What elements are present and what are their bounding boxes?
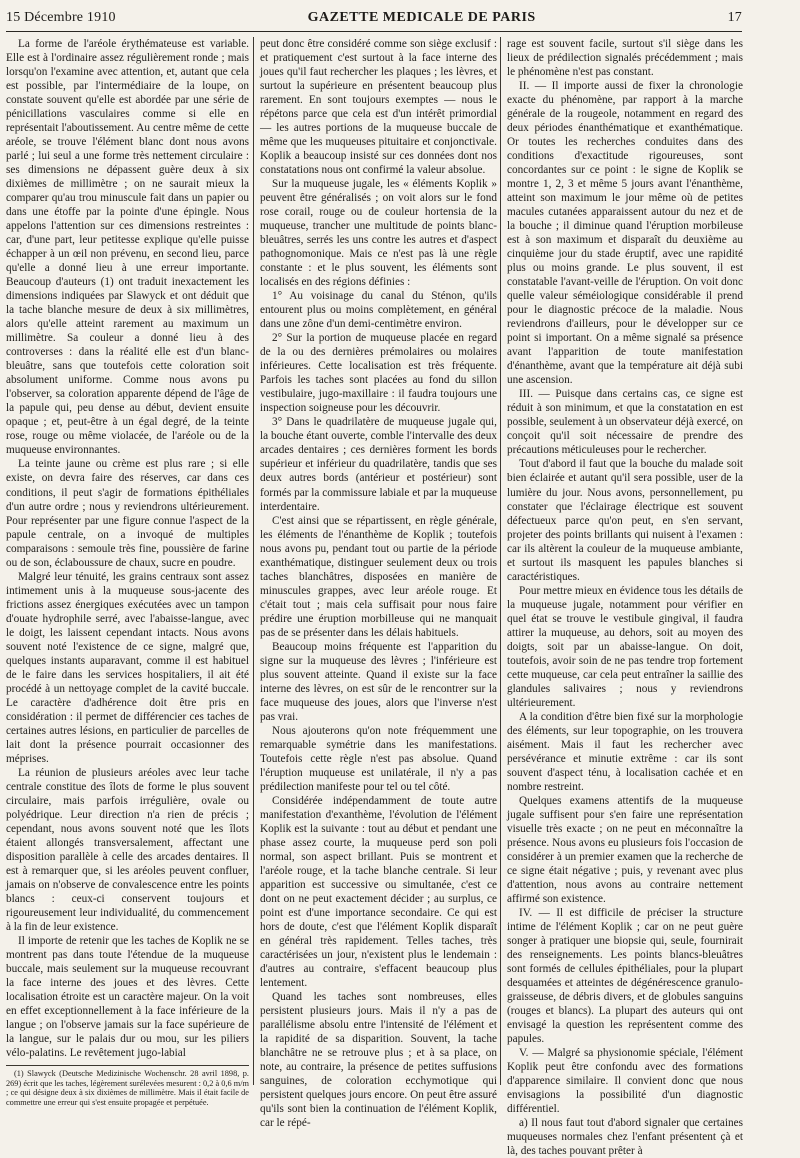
paragraph: Considérée indépendamment de toute autre manifestation d'exanthème, l'évolution de l'élément Koplik est la suivante : tout au début et pendant une phase assez courte, la muqueuse perd son poli normal, son aspect brillant. Puis se montrent et l'aréole rouge, et la tache blanche centrale. Si leur apparition est successive ou simultanée, c'est ce dont on ne peut exactement décider ; au surplus, ce point est d'une importance secondaire. Ce qui est hors de doute, c'est que l'élément Koplik disparaît en général très rapidement. Telles taches, très caractérisées un jour, n'existent plus le lendemain : d'autres au contraire, s'effacent beaucoup plus lentement. [260,794,497,990]
header-rule [6,31,742,32]
paragraph: A la condition d'être bien fixé sur la morphologie des éléments, sur leur topographie, on les trouvera aisément. Mais il faut les rechercher avec persévérance et minutie extrême : car ils sont souvent d'aspect ténu, à localisation cachée et en nombre restreint. [507,710,743,793]
paragraph: Il importe de retenir que les taches de Koplik ne se montrent pas dans toute l'étendue de la muqueuse buccale, mais seulement sur la muqueuse recouvrant la face interne des joues et des lèvres. Cette localisation étroite est un caractère majeur. On la voit en effet exceptionnellement à la face inférieure de la langue ; on l'observe jamais sur la face supérieure de la langue, sur le palais dur ou mou, sur les piliers vélo-palatins. Le revêtement jugo-labial [6,935,249,1060]
paragraph: III. — Puisque dans certains cas, ce signe est réduit à son minimum, et que la constatation en est possible, seulement à un observateur déjà exercé, on conçoit qu'il soit nécessaire de prendre des précautions méticuleuses pour le rechercher. [507,388,743,457]
paragraph: Quelques examens attentifs de la muqueuse jugale suffisent pour s'en faire une représentation visuelle très exacte ; on ne peut en méconnaître la présence. Nous avons eu plusieurs fois l'occasion de considérer à un premier examen que la recherche de ce signe était négative ; puis, y revenant avec plus d'attention, nous avons au contraire nettement affirmé son existence. [507,794,743,905]
column-2 [253,37,497,1130]
column-1 [6,37,249,1107]
article-columns [6,37,743,1158]
paragraph: Quand les taches sont nombreuses, elles persistent plusieurs jours. Mais il n'y a pas de parallélisme absolu entre l'intensité de l'élément et la rapidité de sa disparition. Souvent, la tache blanchâtre ne se retrouve plus ; et à sa place, on note, au contraire, la présence de petites suffusions sanguines, de coloration ecchymotique qui persistent quelques jours encore. On peut être assuré qu'ils sont bien la continuation de l'élément Koplik, car le répé- [260,991,497,1130]
issue-date: 15 Décembre 1910 [6,10,116,25]
paragraph: Pour mettre mieux en évidence tous les détails de la muqueuse jugale, notamment pour vérifier en quel état se trouve le vestibule gingival, il faudra attirer la muqueuse, au dehors, soit au moyen des doigts, soit par un abaisse-langue. On doit, toutefois, avoir soin de ne pas tendre trop fortement cette muqueuse, car cela peut entraîner la saillie des glandules salivaires ; nous y reviendrons ultérieurement. [507,584,743,709]
paragraph: IV. — Il est difficile de préciser la structure intime de l'élément Koplik ; car on ne peut guère songer à pratiquer une biopsie qui, seule, fournirait des renseignements. Les points blancs-bleuâtres sont formés de cellules épithéliales, pour la plupart desquamées et atteintes de dégénérescence granulo-graisseuse, de débris divers, et de globules sanguins (rouges et blancs). La plupart des auteurs qui ont envisagé la question les représentent comme des papules. [507,906,743,1046]
paragraph: peut donc être considéré comme son siège exclusif : et pratiquement c'est surtout à la face interne des joues qu'il faut rechercher les plaques ; les lèvres, et surtout la supérieure en présentent beaucoup plus rarement. En sont toujours exemptes — nous le répétons parce que cela est d'un intérêt primordial — les autres portions de la muqueuse buccale de même que les muqueuses pituitaire et conjonctivale. Koplik a beaucoup insisté sur ces données dont nos constatations nous ont confirmé la valeur absolue. [260,38,497,177]
paragraph: La forme de l'aréole érythémateuse est variable. Elle est à l'ordinaire assez régulièrement ronde ; mais lorsqu'on l'examine avec attention, et, autant que cela est possible, par l'intermédiaire de la loupe, on constate souvent qu'elle est abordée par une série de pénicillations vasculaires comme si elle en représentait l'aboutissement. Au centre même de cette aréole, se trouve l'élément blanc dont nous avons parlé ; lui seul a une forme très nettement circulaire : ses dimensions ne dépassent guère deux à six dixièmes de millimètre ; on ne saurait mieux la comparer qu'au trou minuscule fait dans un papier ou dans une étoffe par la pointe d'une épingle. Nous appelons l'attention sur ces dimensions restreintes : car, d'une part, leur petitesse explique qu'elle puisse échapper à un œil non prévenu, en second lieu, parce qu'elle a donné lieu à une erreur importante. Beaucoup d'auteurs (1) ont traduit inexactement les dimensions indiquées par Slawyck et ont déduit que la tache blanche mesure de deux à six millimètres, alors qu'elle atteint rarement au maximum un millimètre. Sa couleur a donné lieu à des controverses : dans la réalité elle est d'un blanc-bleuâtre, sans que toutefois cette coloration soit absolument uniforme. Comme nous avons pu l'observer, sa coloration apparente dépend de l'âge de la papule qui, peu dense au début, devient ensuite opaque ; et, peut-être à un égal degré, de la teinte rose, rouge ou même violacée, de l'aréole ou de la muqueuse environnantes. [6,38,249,457]
journal-title: GAZETTE MEDICALE DE PARIS [307,10,536,25]
paragraph: a) Il nous faut tout d'abord signaler que certaines muqueuses normales chez l'enfant présentent çà et là, des taches pouvant prêter à [507,1117,743,1158]
footnote: (1) Slawyck (Deutsche Medizinische Wochenschr. 28 avril 1898, p. 269) écrit que les taches, légèrement surélevées mesurent : 0,2 à 0,6 m/m ; ce qui désigne deux à six dixièmes de millimètre. Mais il était facile de commettre une erreur qui s'est ensuite propagée et perpétuée. [6,1069,249,1107]
paragraph: V. — Malgré sa physionomie spéciale, l'élément Koplik peut être confondu avec des formations d'apparence similaire. Il convient donc que nous envisagions la possibilité d'un diagnostic différentiel. [507,1047,743,1116]
paragraph: rage est souvent facile, surtout s'il siège dans les lieux de prédilection signalés précédemment ; mais le phénomène n'est pas constant. [507,38,743,79]
paragraph: La teinte jaune ou crème est plus rare ; si elle existe, on devra faire des réserves, car dans ces conditions, il peut s'agir de formations épithéliales d'un autre ordre ; nous y reviendrons ultérieurement. Pour représenter par une figure connue l'aspect de la papule centrale, on a invoqué de multiples comparaisons : semoule très fine, poussière de farine ou de son, éclaboussure de chaux, sucre en poudre. [6,458,249,569]
paragraph: 3° Dans le quadrilatère de muqueuse jugale qui, la bouche étant ouverte, comble l'intervalle des deux arcades dentaires ; ces dernières forment les bords supérieur et inférieur du quadrilatère, tandis que ses deux autres bords (antérieur et postérieur) sont formés par la commissure labiale et par la muqueuse interdentaire. [260,416,497,513]
paragraph: Sur la muqueuse jugale, les « éléments Koplik » peuvent être généralisés ; on voit alors sur le fond rose corail, rouge ou de couleur hortensia de la muqueuse, trancher une multitude de points blanc-bleuâtres, serrés les uns contre les autres et d'aspect pathognomonique. Mais ce n'est pas là une règle constante : et le plus souvent, les éléments sont localisés en des régions définies : [260,178,497,289]
footnotes [6,1065,249,1107]
paragraph: C'est ainsi que se répartissent, en règle générale, les éléments de l'énanthème de Koplik ; toutefois nous avons pu, pendant tout ou partie de la période exanthématique, distinguer seulement deux ou trois taches blanchâtres, disposées en manière de minuscules grappes, avec leur aréole rouge. Et c'était tout ; mais cela suffisait pour nous faire prédire une éruption morbilleuse qui ne manquait pas de se présenter dans les délais habituels. [260,514,497,639]
page-header [6,10,742,30]
paragraph: Nous ajouterons qu'on note fréquemment une remarquable symétrie dans les manifestations. Toutefois cette règle n'est pas absolue. Quand l'éruption muqueuse est unilatérale, il n'y a pas prédilection manifeste pour tel ou tel côté. [260,724,497,793]
paragraph: Tout d'abord il faut que la bouche du malade soit bien éclairée et autant qu'il sera possible, user de la lumière du jour. Nous avons, personnellement, pu constater que l'éclairage électrique est souvent défectueux parce qu'on peut, en s'en servant, projeter des points brillants qui nuisent à l'examen : car ils altèrent la couleur de la muqueuse ambiante, et surtout ils masquent les papules blanches si caractéristiques. [507,458,743,583]
paragraph: Malgré leur ténuité, les grains centraux sont assez intimement unis à la muqueuse sous-jacente des frictions assez énergiques exécutées avec un tampon d'ouate hydrophile serré, avec l'abaisse-langue, avec le doigt, les laissent cependant intacts. Nous avons souvent noté l'existence de ce signe, malgré que, quelques instants auparavant, comme il est habituel de le faire dans les services hospitaliers, il ait été procédé à un nettoyage complet de la cavité buccale. Le caractère d'adhérence doit être pris en considération : il permet de différencier ces taches de certaines autres lésions, en particulier de parcelles de lait dont la présence pourrait occasionner des méprises. [6,570,249,765]
paragraph: II. — Il importe aussi de fixer la chronologie exacte du phénomène, par rapport à la marche générale de la rougeole, notamment en regard des deux périodes énanthématique et exanthématique. Or toutes les recherches conduites dans des conditions d'exactitude rigoureuses, sont concordantes sur ce point : le signe de Koplik se montre 1, 2, 3 et même 5 jours avant l'énanthème, atteint son maximum le jour même où de petites macules cutanées apparaissent autour du nez et de la bouche ; il diminue quand l'éruption morbileuse est à son maximum et disparaît du deuxième au cinquième jour du stade éruptif, avec une rapidité plus ou moins grande. Le plus souvent, il est constatable l'avant-veille de l'éruption. On voit donc quelle valeur séméiologique considérable il prend pour le diagnostic précoce de la maladie. Nous reviendrons d'ailleurs, pour le développer sur ce point si important. On a même signalé sa présence avant l'apparition de toute manifestation d'énanthème, avant que la température ait déjà subi une ascension. [507,80,743,387]
paragraph: 1° Au voisinage du canal du Sténon, qu'ils entourent plus ou moins complètement, en général dans une zône d'un demi-centimètre environ. [260,290,497,331]
paragraph: 2° Sur la portion de muqueuse placée en regard de la ou des dernières prémolaires ou molaires inférieures. Cette localisation est très fréquente. Parfois les taches sont placées au fond du sillon vestibulaire, jugo-maxillaire : il faudra toujours une inspection soigneuse pour les découvrir. [260,332,497,415]
column-3 [500,37,743,1158]
paragraph: Beaucoup moins fréquente est l'apparition du signe sur la muqueuse des lèvres ; l'inférieure est plus souvent atteinte. Quand il existe sur la face interne des lèvres, on est sûr de le rencontrer sur la face muqueuse des joues, alors que l'inverse n'est pas vrai. [260,640,497,723]
paragraph: La réunion de plusieurs aréoles avec leur tache centrale constitue des îlots de forme le plus souvent circulaire, mais parfois irrégulière, ovale ou polyédrique. Leur direction n'a rien de précis ; cependant, nous avons souvent noté que les îlots étaient allongés transversalement, affectant une disposition parallèle à celle des arcades dentaires. Il est à remarquer que, si les aréoles peuvent confluer, jamais on n'observe de convalescence entre les points blancs : ceux-ci conservent toujours et rigoureusement leur individualité, du commencement à la fin de leur existence. [6,766,249,933]
page-number: 17 [727,10,742,25]
